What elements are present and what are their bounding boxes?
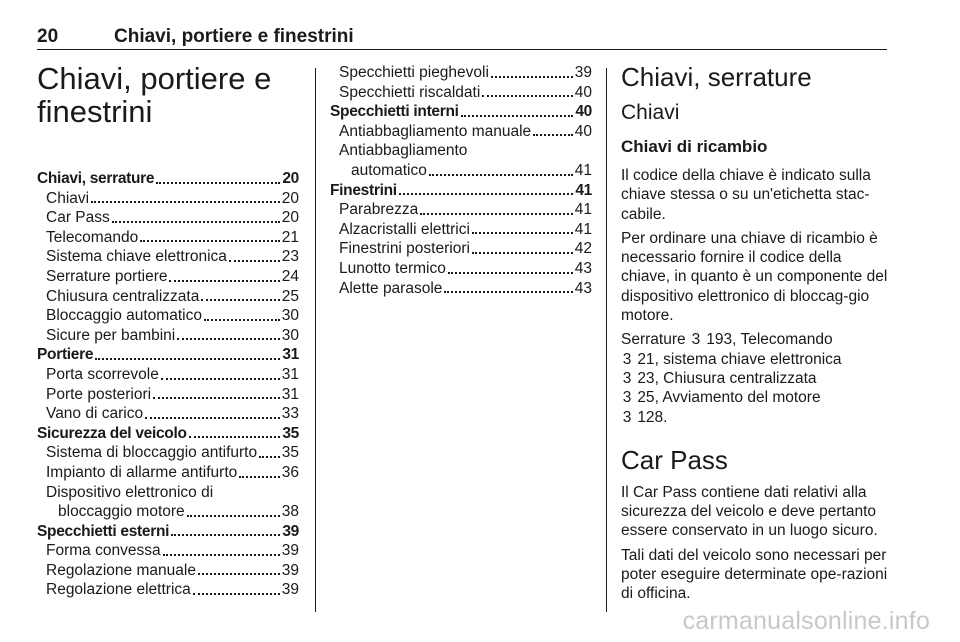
toc-leader <box>448 272 573 274</box>
toc-entry-label: Chiavi <box>46 189 90 207</box>
toc-leader <box>91 201 280 203</box>
toc-entry-page: 31 <box>282 346 299 364</box>
toc-entry-label: Regolazione elettrica <box>46 581 191 599</box>
paragraph-car-pass-data: Tali dati del veicolo sono necessari per poter eseguire determinate ope-razioni di officina. <box>621 546 888 603</box>
toc-entry-label: Sistema chiave elettronica <box>46 248 227 266</box>
toc-entry-label: Car Pass <box>46 209 110 227</box>
toc-entry-page: 41 <box>575 181 592 199</box>
toc-entry[interactable] <box>37 483 299 503</box>
toc-entry-page: 41 <box>574 220 592 238</box>
toc-entry-page: 40 <box>574 83 592 101</box>
toc-section[interactable] <box>37 169 299 189</box>
toc-leader <box>198 573 280 575</box>
ref-arrow-icon[interactable]: 3 <box>622 408 632 426</box>
toc-entry[interactable] <box>330 63 592 83</box>
toc-entry-page: 43 <box>574 259 592 277</box>
toc-entry[interactable] <box>37 561 299 581</box>
ref-arrow-icon[interactable]: 3 <box>622 350 632 368</box>
toc-entry-label: Antiabbagliamento <box>339 142 468 160</box>
toc-entry-page: 20 <box>282 170 299 187</box>
toc-entry-label: Chiavi, serrature <box>37 170 155 187</box>
toc-entry-page: 40 <box>574 122 592 140</box>
running-title: Chiavi, portiere e finestrini <box>114 26 354 47</box>
ref-page[interactable]: 23 <box>637 369 655 387</box>
toc-leader <box>259 456 280 458</box>
ref-intro: Serrature <box>621 331 686 349</box>
toc-entry-continued[interactable] <box>37 502 299 522</box>
toc-leader <box>429 174 573 176</box>
toc-entry-page: 42 <box>574 240 592 258</box>
toc-entry-label: Sicurezza del veicolo <box>37 424 187 442</box>
toc-entry-page: 35 <box>281 444 299 462</box>
toc-section[interactable] <box>37 424 299 444</box>
toc-entry-page: 39 <box>281 561 299 579</box>
paragraph-car-pass: Il Car Pass contiene dati relativi alla sicurezza del veicolo e deve pertanto essere conservato in un luogo sicuro. <box>621 483 878 540</box>
ref-arrow-icon[interactable]: 3 <box>691 331 701 349</box>
toc-entry-label: Portiere <box>37 346 94 364</box>
toc-entry-page: 36 <box>281 463 299 481</box>
toc-entry-label: Specchietti interni <box>330 103 459 121</box>
toc-leader <box>461 115 574 117</box>
ref-arrow-icon[interactable]: 3 <box>622 369 632 387</box>
toc-leader <box>171 534 280 536</box>
toc-entry[interactable] <box>37 365 299 385</box>
toc-entry-page: 39 <box>281 581 299 599</box>
toc-entry-page: 31 <box>281 365 299 383</box>
toc-leader <box>140 240 280 242</box>
toc-leader <box>201 299 279 301</box>
toc-leader <box>145 417 280 419</box>
toc-list-1 <box>37 169 299 600</box>
toc-entry-label: Lunotto termico <box>339 259 446 277</box>
toc-entry-page: 21 <box>281 228 299 246</box>
toc-leader <box>482 95 572 97</box>
toc-entry-page: 30 <box>281 307 299 325</box>
toc-leader <box>420 213 572 215</box>
toc-leader <box>444 291 572 293</box>
ref-arrow-icon[interactable]: 3 <box>622 389 632 407</box>
ref-page[interactable]: 193 <box>706 331 733 349</box>
toc-entry-label: Finestrini <box>330 181 397 199</box>
toc-entry[interactable] <box>37 306 299 326</box>
toc-entry-label: Specchietti esterni <box>37 522 170 540</box>
toc-entry-page: 24 <box>281 267 299 285</box>
toc-entry-page: 39 <box>281 542 299 560</box>
toc-leader <box>229 260 280 262</box>
toc-leader <box>399 193 574 195</box>
toc-entry[interactable] <box>37 247 299 267</box>
toc-entry-label: Specchietti pieghevoli <box>339 64 489 81</box>
header-rule <box>37 49 887 50</box>
content-column <box>621 62 891 609</box>
toc-entry-page: 41 <box>574 201 592 219</box>
toc-leader <box>239 476 279 478</box>
toc-entry-label: Forma convessa <box>46 542 161 560</box>
toc-leader <box>156 182 280 184</box>
toc-leader <box>193 593 280 595</box>
toc-section[interactable] <box>330 102 592 122</box>
toc-entry-continued[interactable] <box>330 161 592 181</box>
toc-leader <box>472 232 573 234</box>
toc-entry-label: Specchietti riscaldati <box>339 83 481 101</box>
toc-entry-page: 23 <box>281 248 299 266</box>
toc-leader <box>95 358 280 360</box>
toc-entry-label: Dispositivo elettronico di <box>46 483 214 501</box>
ref-page[interactable]: 128. <box>637 408 668 426</box>
ref-label: , Avviamento del motore <box>654 389 821 407</box>
toc-entry[interactable] <box>37 287 299 307</box>
toc-entry[interactable] <box>37 267 299 287</box>
toc-leader <box>169 280 279 282</box>
toc-leader <box>472 252 573 254</box>
toc-entry-label: Porte posteriori <box>46 385 152 403</box>
toc-entry-label: Vano di carico <box>46 405 144 423</box>
toc-section[interactable] <box>37 522 299 542</box>
toc-entry-label: bloccaggio motore <box>58 503 185 521</box>
toc-entry-label: Porta scorrevole <box>46 365 159 383</box>
toc-entry-page: 30 <box>281 326 299 344</box>
toc-entry-page: 33 <box>281 405 299 423</box>
toc-entry[interactable] <box>37 404 299 424</box>
toc-leader <box>161 378 280 380</box>
toc-leader <box>204 319 280 321</box>
toc-section[interactable] <box>330 181 592 201</box>
ref-label: , sistema chiave elettronica <box>654 350 842 368</box>
watermark: carmanualsonline.info <box>682 607 930 635</box>
toc-entry-label: automatico <box>351 161 427 179</box>
toc-entry[interactable] <box>330 200 592 220</box>
ref-label: , Telecomando <box>732 331 833 349</box>
toc-leader <box>163 554 280 556</box>
toc-entry-page: 38 <box>281 503 299 521</box>
toc-entry[interactable] <box>330 83 592 103</box>
toc-entry[interactable] <box>37 208 299 228</box>
column-divider-1 <box>315 68 316 612</box>
toc-entry-page: 39 <box>574 64 592 81</box>
toc-entry[interactable] <box>37 385 299 405</box>
toc-entry-page: 40 <box>575 103 592 121</box>
section-title: Chiavi, serrature <box>621 62 812 92</box>
toc-entry-label: Regolazione manuale <box>46 561 196 579</box>
toc-entry-page: 20 <box>281 209 299 227</box>
paragraph-order-key: Per ordinare una chiave di ricambio è necessario fornire il codice della chiave, in quanto è un componente del dispositivo elettronico di bloccag-gio motore. <box>621 229 888 325</box>
toc-leader <box>187 515 280 517</box>
toc-column-2 <box>330 63 592 298</box>
toc-entry-label: Bloccaggio automatico <box>46 307 202 325</box>
toc-entry[interactable] <box>330 259 592 279</box>
toc-entry[interactable] <box>330 239 592 259</box>
toc-list-2 <box>330 63 592 298</box>
toc-entry-page: 25 <box>281 287 299 305</box>
toc-entry[interactable] <box>330 141 592 161</box>
toc-entry[interactable] <box>37 443 299 463</box>
toc-entry-label: Alette parasole <box>339 279 443 297</box>
toc-entry-label: Finestrini posteriori <box>339 240 470 258</box>
toc-leader <box>533 134 573 136</box>
paragraph-key-code: Il codice della chiave è indicato sulla chiave stessa o su un'etichetta stac-cabile. <box>621 167 871 223</box>
toc-leader <box>189 436 281 438</box>
toc-leader <box>153 397 280 399</box>
ref-page[interactable]: 21 <box>637 350 655 368</box>
toc-entry-label: Sicure per bambini <box>46 326 176 344</box>
toc-entry[interactable] <box>330 122 592 142</box>
ref-page[interactable]: 25 <box>637 389 655 407</box>
toc-entry-label: Sistema di bloccaggio antifurto <box>46 444 258 462</box>
toc-column-1 <box>37 62 299 600</box>
toc-entry-label: Impianto di allarme antifurto <box>46 463 238 481</box>
toc-entry[interactable] <box>37 463 299 483</box>
toc-leader <box>112 221 280 223</box>
toc-entry-page: 39 <box>282 522 299 540</box>
ref-label: , Chiusura centralizzata <box>654 369 817 387</box>
toc-entry-label: Alzacristalli elettrici <box>339 220 470 238</box>
toc-entry-page: 20 <box>281 189 299 207</box>
toc-entry-label: Antiabbagliamento manuale <box>339 122 532 140</box>
cross-references <box>621 330 891 426</box>
toc-entry[interactable] <box>330 279 592 299</box>
toc-leader <box>177 338 280 340</box>
toc-entry-label: Chiusura centralizzata <box>46 287 200 305</box>
toc-entry-page: 43 <box>574 279 592 297</box>
toc-entry-page: 41 <box>574 161 592 179</box>
toc-entry[interactable] <box>37 189 299 209</box>
toc-entry-label: Serrature portiere <box>46 267 168 285</box>
toc-entry[interactable] <box>37 326 299 346</box>
subsubsection-title: Chiavi di ricambio <box>621 137 768 156</box>
toc-entry-page: 31 <box>281 385 299 403</box>
toc-entry[interactable] <box>37 541 299 561</box>
page-number: 20 <box>37 26 59 47</box>
toc-section[interactable] <box>37 345 299 365</box>
toc-entry[interactable] <box>37 228 299 248</box>
toc-entry-label: Telecomando <box>46 228 139 246</box>
subsection-title: Chiavi <box>621 101 680 124</box>
car-pass-title: Car Pass <box>621 444 728 475</box>
toc-entry-label: Parabrezza <box>339 201 419 219</box>
toc-leader <box>491 76 573 78</box>
toc-entry[interactable] <box>330 220 592 240</box>
toc-entry-page: 35 <box>282 424 299 442</box>
toc-entry[interactable] <box>37 580 299 600</box>
chapter-title: Chiavi, portiere e finestrini <box>37 61 272 129</box>
column-divider-2 <box>606 68 607 612</box>
